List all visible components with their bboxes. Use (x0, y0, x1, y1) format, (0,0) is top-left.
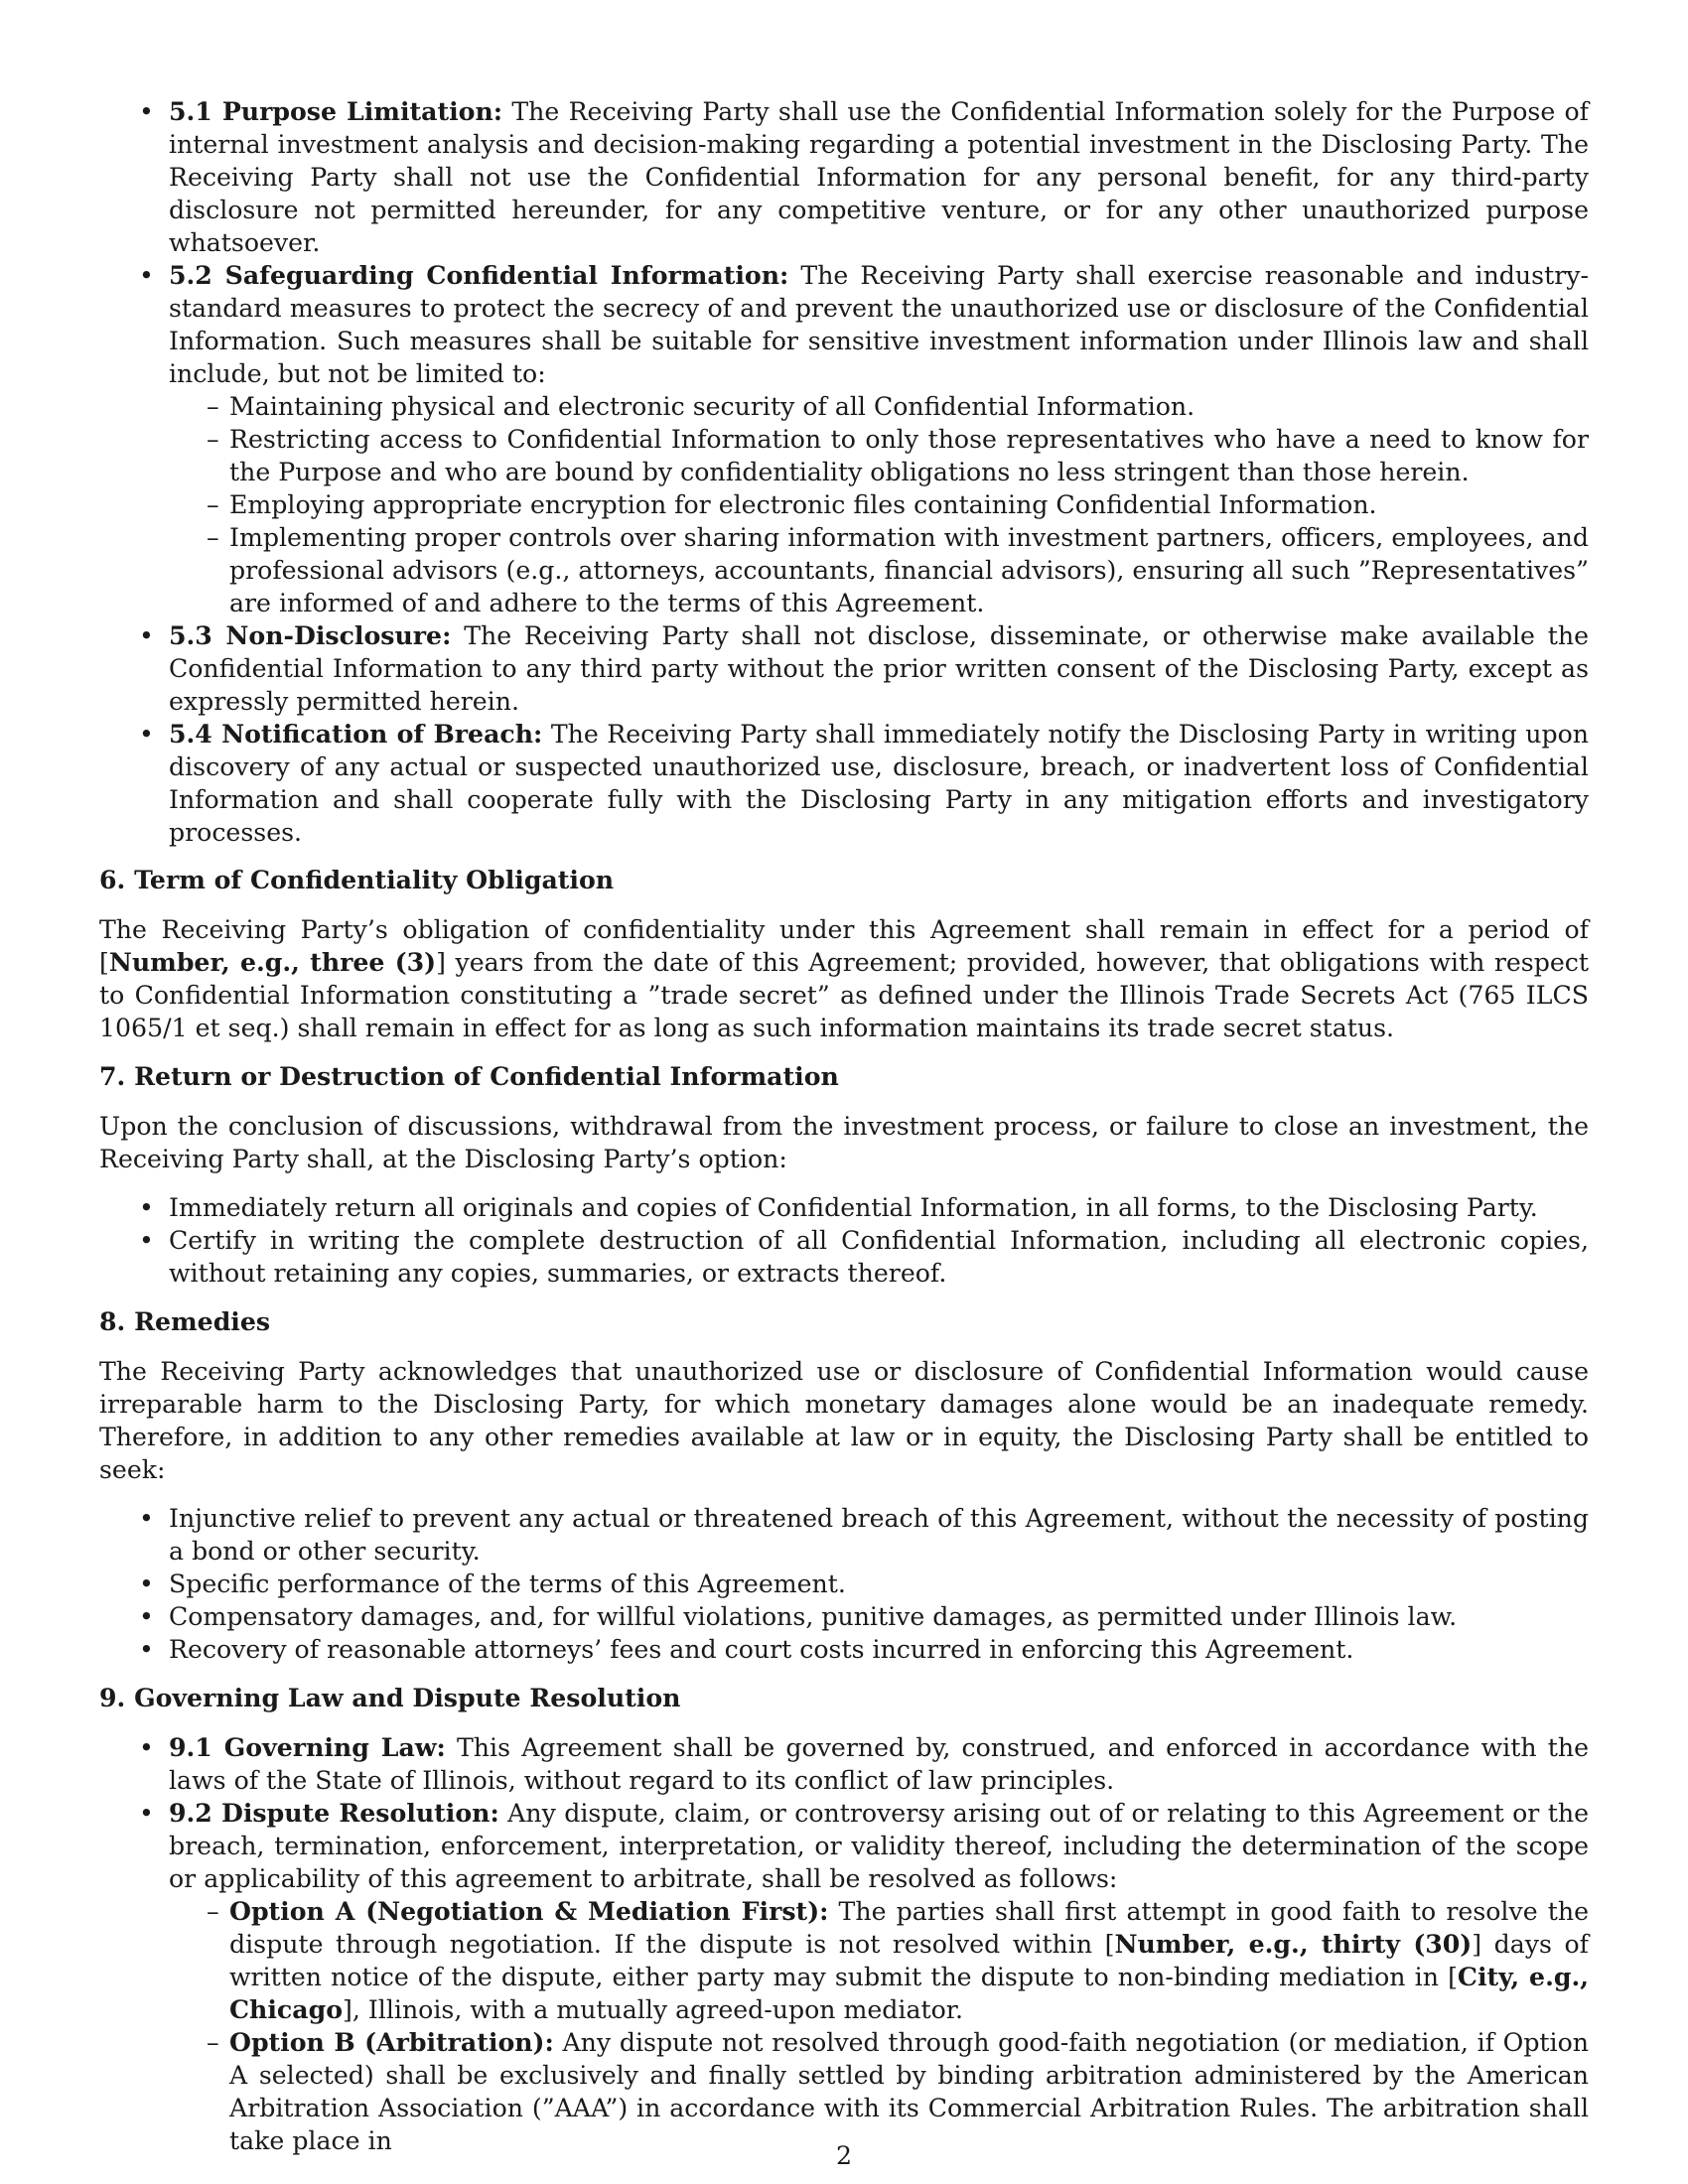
clause-text: The Receiving Party shall exercise reasonable and industry-standard measures to protect the secrecy of and prevent the unauthorized use or disclosure of the Confidential Information. Such measures shall be suitable for sensitive investment information under Illinois law and shall include, but not be limited to: (169, 261, 1589, 388)
text-run: ] years from the date of this Agreement; provided, however, that obligations with respect to Confidential Information constituting a ”trade secret” as defined under the Illinois Trade Secrets Act (765 ILCS 1065/1 et seq.) shall remain in effect for as long as such information maintains its trade secret status. (99, 948, 1589, 1042)
section-6-paragraph (99, 913, 1589, 1044)
sub-item: – Maintaining physical and electronic security of all Confidential Information. (169, 390, 1589, 423)
clause-9-1 (99, 1731, 1589, 1797)
clause-text: The Receiving Party shall use the Confidential Information solely for the Purpose of internal investment analysis and decision-making regarding a potential investment in the Disclosing Party. The Receiving Party shall not use the Confidential Information for any personal benefit, for any third-party disclosure not permitted hereunder, for any competitive venture, or for any other unauthorized purpose whatsoever. (169, 97, 1590, 257)
clause-5-2 (99, 259, 1589, 619)
section-7-list (99, 1191, 1589, 1290)
list-item: • Immediately return all originals and copies of Confidential Information, in all forms, to the Disclosing Party. (99, 1191, 1589, 1224)
clause-title: 9.1 Governing Law: (169, 1732, 446, 1762)
clause-text: This Agreement shall be governed by, construed, and enforced in accordance with the laws of the State of Illinois, without regard to its conflict of law principles. (169, 1733, 1590, 1795)
section-9-heading: 9. Governing Law and Dispute Resolution (99, 1683, 681, 1712)
page-number: 2 (835, 2141, 853, 2170)
safeguard-sublist (169, 390, 1589, 619)
list-item: • Injunctive relief to prevent any actual or threatened breach of this Agreement, without the necessity of posting a bond or other security. (99, 1502, 1589, 1568)
list-item: • Certify in writing the complete destruction of all Confidential Information, including all electronic copies, without retaining any copies, summaries, or extracts thereof. (99, 1224, 1589, 1290)
placeholder-term: City, e.g., Chicago (229, 1962, 1589, 2024)
option-a (169, 1895, 1589, 2026)
list-item: • Compensatory damages, and, for willful violations, punitive damages, as permitted under Illinois law. (99, 1600, 1589, 1633)
option-b (169, 2026, 1589, 2157)
clause-text: The Receiving Party shall not disclose, disseminate, or otherwise make available the Confidential Information to any third party without the prior written consent of the Disclosing Party, except as expressly permitted herein. (169, 621, 1589, 716)
section-6-heading: 6. Term of Confidentiality Obligation (99, 865, 615, 894)
section-8-intro: The Receiving Party acknowledges that unauthorized use or disclosure of Confidential Information would cause irreparable harm to the Disclosing Party, for which monetary damages alone would be an inadequate remedy. Therefore, in addition to any other remedies available at law or in equity, the Disclosing Party shall be entitled to seek: (99, 1357, 1589, 1484)
section-7-intro: Upon the conclusion of discussions, withdrawal from the investment process, or failure to close an investment, the Receiving Party shall, at the Disclosing Party’s option: (99, 1112, 1589, 1173)
clause-5-3 (99, 619, 1589, 718)
text-run: The Receiving Party’s obligation of confidentiality under this Agreement shall remain in effect for a period of [ (99, 915, 1589, 977)
clause-title: 5.2 Safeguarding Confidential Information: (169, 260, 789, 290)
clause-text: Any dispute, claim, or controversy arising out of or relating to this Agreement or the breach, termination, enforcement, interpretation, or validity thereof, including the determination of the scope or applicability of this agreement to arbitrate, shall be resolved as follows: (169, 1799, 1589, 1893)
sub-item: – Employing appropriate encryption for electronic files containing Confidential Information. (169, 488, 1589, 521)
text-run: The parties shall first attempt in good faith to resolve the dispute through negotiation. If the dispute is not resolved within [ (229, 1897, 1589, 1959)
clause-9-2 (99, 1797, 1589, 2157)
clause-title: 5.4 Notification of Breach: (169, 719, 543, 749)
dispute-options-sublist (169, 1895, 1589, 2157)
option-title: Option A (Negotiation & Mediation First): (229, 1896, 829, 1926)
clause-5-1 (99, 95, 1589, 259)
clause-title: 5.1 Purpose Limitation: (169, 96, 503, 126)
clause-title: 5.3 Non-Disclosure: (169, 620, 452, 650)
placeholder-term: Number, e.g., three (3) (108, 947, 437, 977)
document-page (99, 95, 1589, 2157)
text-run: ], Illinois, with a mutually agreed-upon mediator. (343, 1995, 964, 2024)
sub-item: – Restricting access to Confidential Information to only those representatives who have a need to know for the Purpose and who are bound by confidentiality obligations no less stringent than those herein. (169, 423, 1589, 488)
list-item: • Specific performance of the terms of this Agreement. (99, 1568, 1589, 1600)
clause-text: The Receiving Party shall immediately notify the Disclosing Party in writing upon discovery of any actual or suspected unauthorized use, disclosure, breach, or inadvertent loss of Confidential Information and shall cooperate fully with the Disclosing Party in any mitigation efforts and investigatory processes. (169, 720, 1589, 847)
section-9-list (99, 1731, 1589, 2157)
section-8-list (99, 1502, 1589, 1666)
list-item: • Recovery of reasonable attorneys’ fees and court costs incurred in enforcing this Agreement. (99, 1633, 1589, 1666)
section-5-list (99, 95, 1589, 849)
text-run: ] days of written notice of the dispute, either party may submit the dispute to non-binding mediation in [ (229, 1930, 1589, 1991)
sub-item: – Implementing proper controls over sharing information with investment partners, officers, employees, and professional advisors (e.g., attorneys, accountants, financial advisors), ensuring all such ”Representatives” are informed of and adhere to the terms of this Agreement. (169, 521, 1589, 619)
option-title: Option B (Arbitration): (229, 2027, 554, 2057)
section-7-heading: 7. Return or Destruction of Confidential Information (99, 1061, 839, 1091)
text-run: Any dispute not resolved through good-faith negotiation (or mediation, if Option A selected) shall be exclusively and finally settled by binding arbitration administered by the American Arbitration Association (”AAA”) in accordance with its Commercial Arbitration Rules. The arbitration shall take place in (229, 2028, 1590, 2155)
placeholder-term: Number, e.g., thirty (30) (1114, 1929, 1473, 1959)
clause-5-4 (99, 718, 1589, 849)
section-8-heading: 8. Remedies (99, 1306, 271, 1336)
clause-title: 9.2 Dispute Resolution: (169, 1798, 499, 1828)
